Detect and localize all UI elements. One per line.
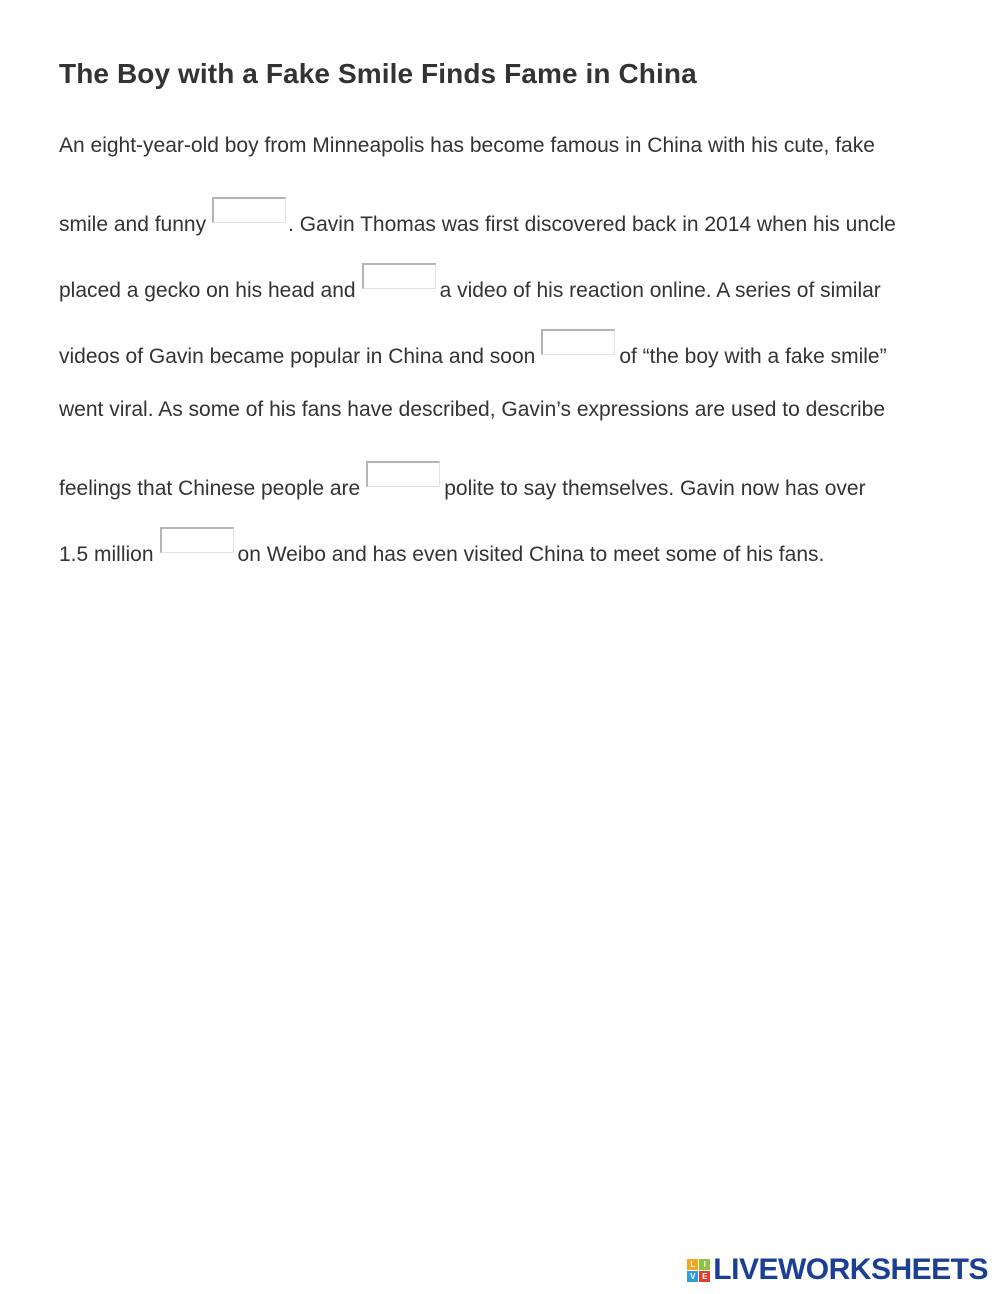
paragraph-line-4 (59, 329, 887, 368)
logo-mark-cell: L (687, 1259, 698, 1270)
answer-blank-1[interactable] (212, 197, 286, 223)
line-text: 1.5 million (59, 543, 154, 566)
line-text: on Weibo and has even visited China to meet some of his fans. (237, 543, 825, 566)
paragraph-line-3 (59, 263, 881, 302)
line-text: placed a gecko on his head and (59, 279, 356, 302)
answer-blank-2[interactable] (362, 263, 436, 289)
line-text: went viral. As some of his fans have described, Gavin’s expressions are used to describe (59, 398, 886, 421)
answer-blank-4[interactable] (366, 461, 440, 487)
line-text: polite to say themselves. Gavin now has over (444, 477, 866, 500)
line-text: feelings that Chinese people are (59, 477, 361, 500)
paragraph-line-7 (59, 527, 825, 566)
logo-mark-cell: V (687, 1271, 698, 1282)
line-text: videos of Gavin became popular in China and soon (59, 345, 536, 368)
paragraph-line-5 (59, 395, 885, 425)
paragraph-line-1 (59, 131, 875, 161)
line-text: An eight-year-old boy from Minneapolis has become famous in China with his cute, fake (59, 134, 875, 157)
paragraph-line-6 (59, 461, 866, 500)
line-text: of “the boy with a fake smile” (619, 345, 887, 368)
logo-mark-icon (687, 1259, 710, 1282)
paragraph-line-2 (59, 197, 896, 236)
worksheet-title: The Boy with a Fake Smile Finds Fame in China (59, 58, 697, 89)
logo-mark-cell: E (699, 1271, 710, 1282)
answer-blank-5[interactable] (160, 527, 234, 553)
line-text: a video of his reaction online. A series of similar (439, 279, 881, 302)
answer-blank-3[interactable] (541, 329, 615, 355)
line-text: smile and funny (59, 213, 207, 236)
logo-text: LIVEWORKSHEETS (713, 1253, 988, 1286)
logo-mark-cell: I (699, 1259, 710, 1270)
liveworksheets-logo (687, 1252, 988, 1288)
line-text: . Gavin Thomas was first discovered back in 2014 when his uncle (288, 213, 896, 236)
